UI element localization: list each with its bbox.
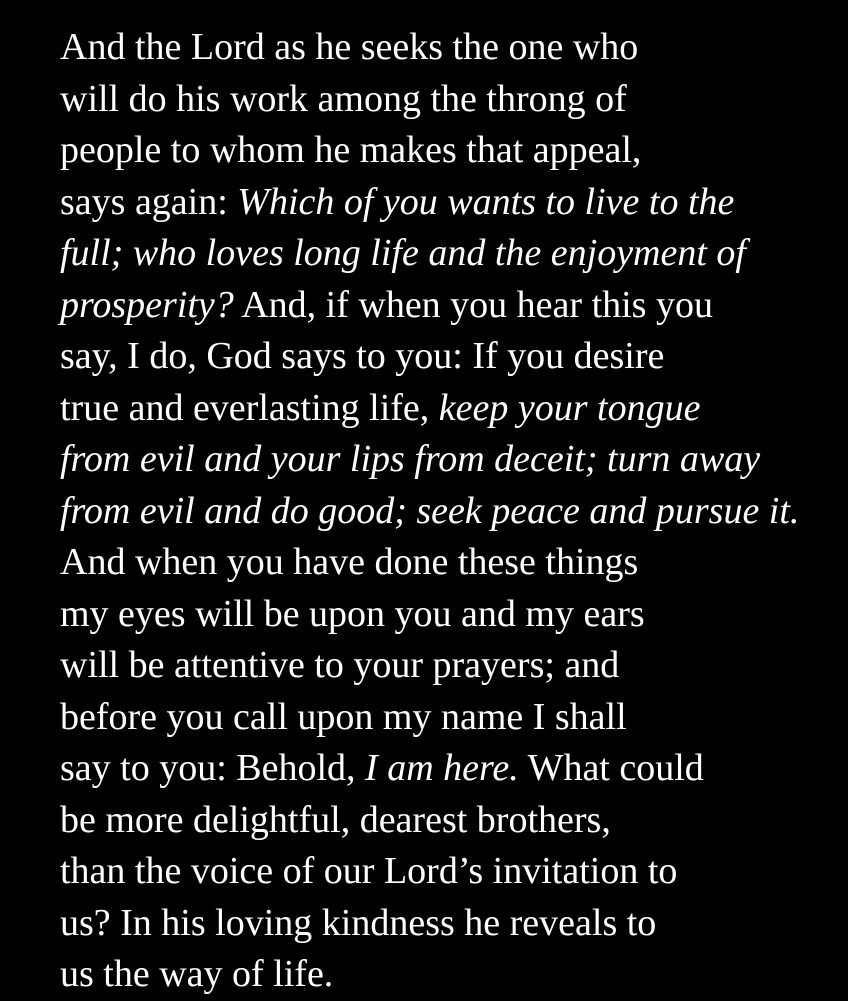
text-segment: say, I do, God says to you: If you desire <box>60 335 665 377</box>
text-segment: And, if when you hear this you <box>233 283 713 326</box>
text-segment: true and everlasting life, <box>60 386 439 429</box>
text-segment: will do his work among the throng of <box>60 77 627 120</box>
passage-line <box>60 228 800 280</box>
passage-line <box>60 949 800 1001</box>
passage-line <box>60 125 800 177</box>
passage-line <box>60 846 800 898</box>
passage-line <box>60 589 800 641</box>
text-segment: my eyes will be upon you and my ears <box>60 592 645 635</box>
text-segment: say to you: Behold, <box>60 747 366 789</box>
text-segment: will be attentive to your prayers; and <box>60 644 620 686</box>
passage-line <box>60 22 800 74</box>
passage-line <box>60 537 800 589</box>
passage-line <box>60 383 800 435</box>
passage-line <box>60 177 800 229</box>
italic-quote-segment: keep your tongue <box>438 386 701 429</box>
italic-quote-segment: I am here. <box>365 747 519 789</box>
italic-quote-segment: from evil and do good; seek peace and pursue it. <box>60 489 800 532</box>
passage-line <box>60 743 800 795</box>
passage-line <box>60 434 800 486</box>
text-segment: than the voice of our Lord’s invitation to <box>60 850 678 892</box>
passage-text <box>60 22 800 1001</box>
passage-line <box>60 640 800 692</box>
passage-line <box>60 331 800 383</box>
text-segment: And when you have done these things <box>60 541 639 583</box>
italic-quote-segment: prosperity? <box>60 283 234 326</box>
passage-line <box>60 898 800 950</box>
text-segment: people to whom he makes that appeal, <box>60 129 642 171</box>
italic-quote-segment: Which of you wants to live to the <box>237 180 735 223</box>
text-segment: before you call upon my name I shall <box>60 695 627 738</box>
text-segment: us? In his loving kindness he reveals to <box>60 901 657 944</box>
passage-line <box>60 486 800 538</box>
text-segment: What could <box>518 747 704 789</box>
passage-line <box>60 74 800 126</box>
text-segment: says again: <box>60 180 238 223</box>
text-segment: And the Lord as he seeks the one who <box>60 26 639 68</box>
italic-quote-segment: full; who loves long life and the enjoyment of <box>60 232 746 274</box>
passage-line <box>60 692 800 744</box>
text-segment: be more delightful, dearest brothers, <box>60 798 611 841</box>
passage-line <box>60 795 800 847</box>
text-segment: us the way of life. <box>60 953 334 995</box>
italic-quote-segment: from evil and your lips from deceit; turn away <box>60 438 761 480</box>
passage-line <box>60 280 800 332</box>
